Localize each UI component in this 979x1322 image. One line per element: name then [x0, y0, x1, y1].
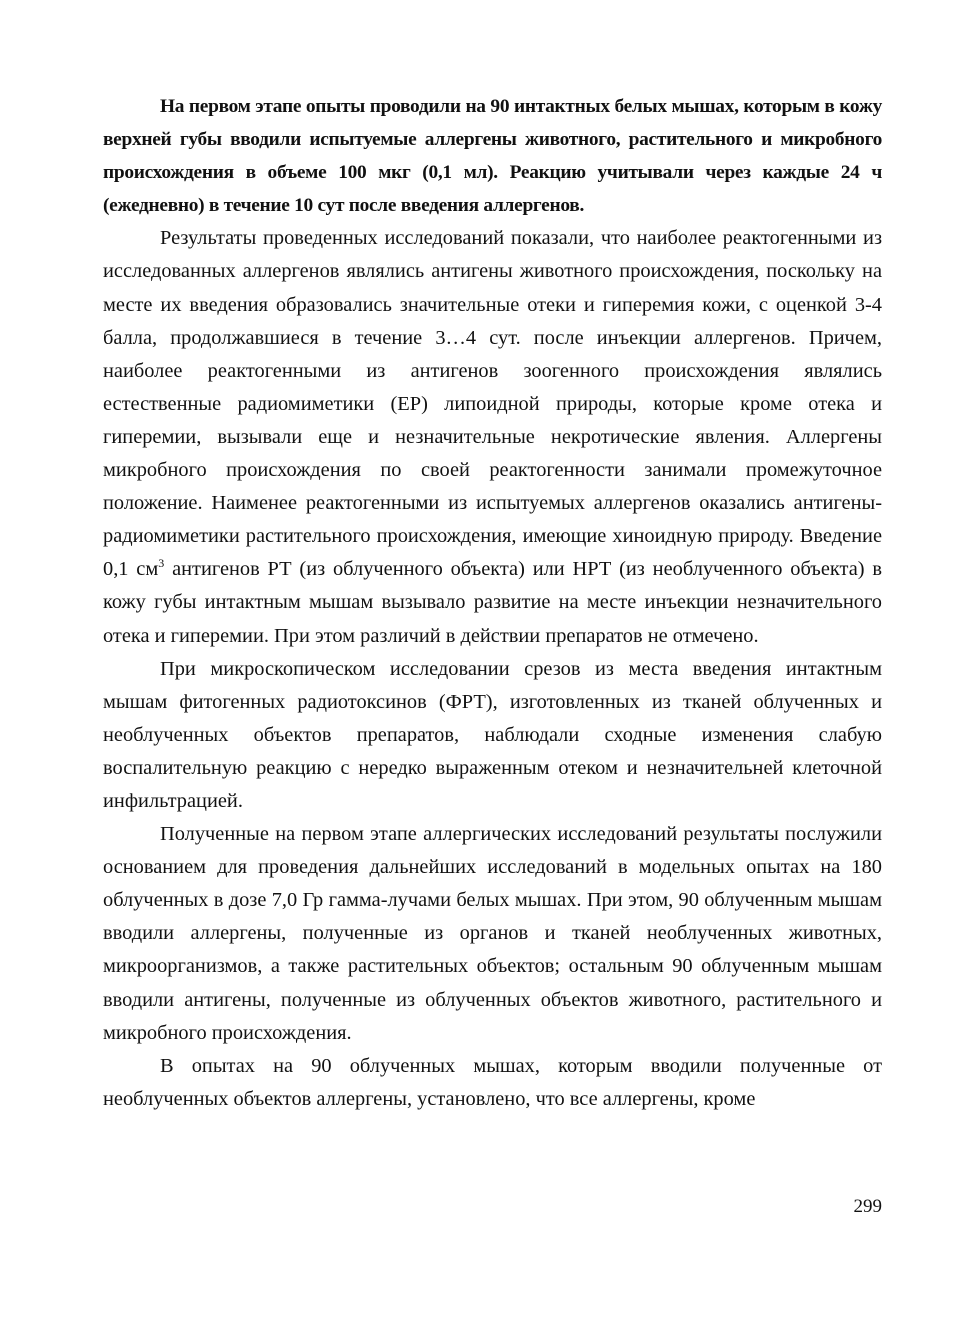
page-number: 299	[853, 1196, 882, 1217]
paragraph-5: В опытах на 90 облученных мышах, которым вводили полученные от необлученных объектов аллергены, установлено, что все аллергены, кроме	[103, 1054, 882, 1110]
paragraph-2-text: Результаты проведенных исследований показали, что наиболее реактогенными из исследованных аллергенов являлись антигены животного происхождения, поскольку на месте их введения образовались значительные отеки и гиперемия кожи, с оценкой 3-4 балла, продолжавшиеся в течение 3…4 сут. после инъекции аллергенов. Причем, наиболее реактогенными из антигенов зоогенного происхождения являлись естественные радиомиметики (ЕР) липоидной природы, которые кроме отека и гиперемии, вызывали еще и незначительные некротические явления. Аллергены микробного происхождения по своей реактогенности занимали промежуточное положение. Наименее реактогенными из испытуемых аллергенов оказались антигены-радиомиметики растительного происхождения, имеющие хиноидную природу. Введение 0,1 см	[103, 227, 882, 581]
paragraph-4: Полученные на первом этапе аллергических исследований результаты послужили основанием для проведения дальнейших исследований в модельных опытах на 180 облученных в дозе 7,0 Гр гамма-лучами белых мышах. При этом, 90 облученным мышам вводили аллергены, полученные из органов и тканей необлученных животных, микроорганизмов, а также растительных объектов; остальным 90 облученным мышам вводили антигены, полученные из облученных объектов животного, растительного и микробного происхождения.	[103, 823, 882, 1044]
paragraph-2	[103, 222, 882, 652]
paragraph-2-continuation: антигенов РТ (из облученного объекта) или НРТ (из необлученного объекта) в кожу губы интактным мышам вызывало развитие на месте инъекции незначительного отека и гиперемии. При этом различий в действии препаратов не отмечено.	[103, 558, 882, 647]
paragraph-1: На первом этапе опыты проводили на 90 интактных белых мышах, которым в кожу верхней губы вводили испытуемые аллергены животного, растительного и микробного происхождения в объеме 100 мкг (0,1 мл). Реакцию учитывали через каждые 24 ч (ежедневно) в течение 10 сут после введения аллергенов.	[103, 96, 882, 217]
paragraph-3: При микроскопическом исследовании срезов из места введения интактным мышам фитогенных радиотоксинов (ФРТ), изготовленных из тканей облученных и необлученных объектов препаратов, наблюдали сходные изменения слабую воспалительную реакцию с нередко выраженным отеком и незначительней клеточной инфильтрацией.	[103, 657, 882, 812]
body-text	[103, 90, 882, 1116]
superscript-cubic: 3	[158, 556, 165, 571]
